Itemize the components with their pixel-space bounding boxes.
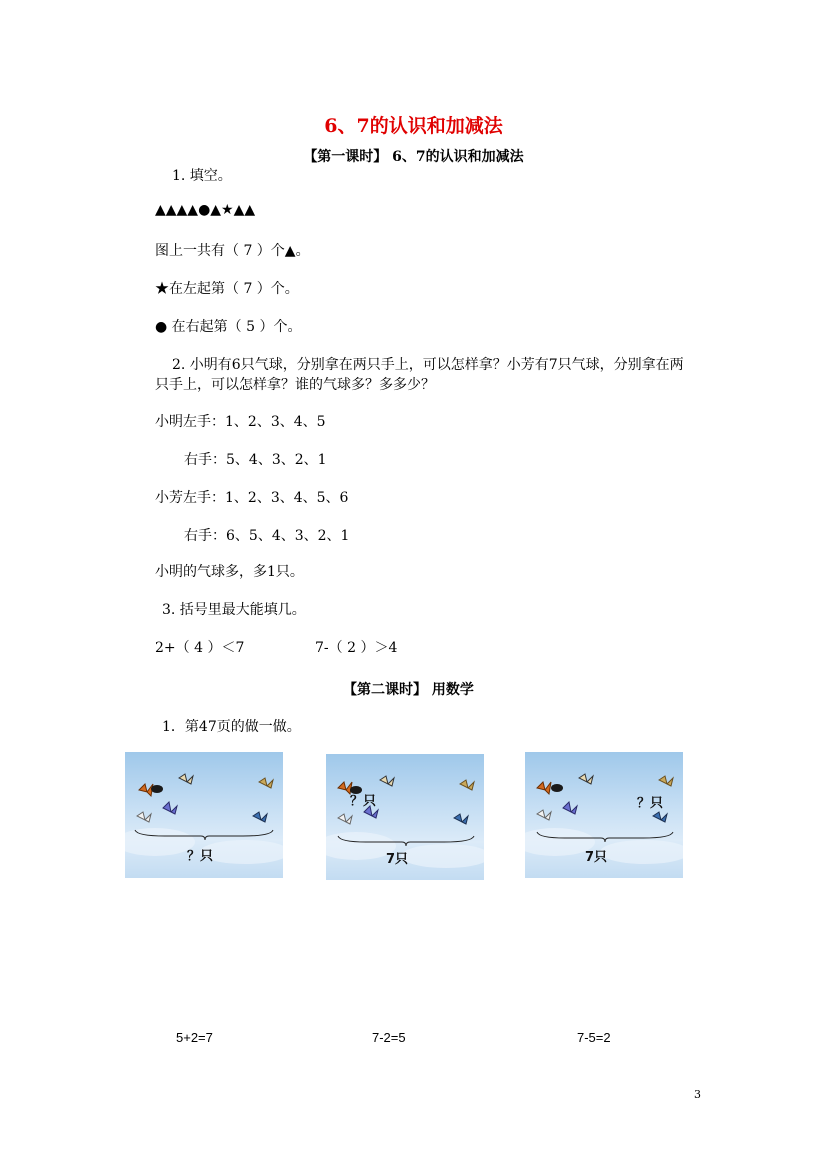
butterfly-icon (653, 812, 667, 822)
butterfly-icon (537, 782, 551, 794)
fill-line-2: ★在左起第（ 7 ）个。 (155, 281, 299, 297)
fill-line-1: 图上一共有（ 7 ）个▲。 (155, 243, 310, 259)
equation-1: 5+2=7 (176, 1030, 213, 1045)
q2-answer: 小明的气球多，多1只。 (155, 564, 304, 580)
xiaoming-left: 小明左手：1、2、3、4、5 (155, 414, 326, 430)
butterfly-panel-2 (326, 754, 484, 880)
butterfly-icon (137, 812, 151, 822)
page-title: 6、7的认识和加减法 (324, 115, 503, 137)
butterfly-icon (563, 802, 577, 814)
equation-2: 7-2=5 (372, 1030, 406, 1045)
butterfly-icon (179, 774, 193, 784)
panel-2-total-label: 7只 (386, 852, 409, 867)
equation-3: 7-5=2 (577, 1030, 611, 1045)
butterfly-icon (659, 776, 673, 786)
lesson2-q1-label: 1．第47页的做一做。 (162, 719, 301, 735)
xiaofang-left: 小芳左手：1、2、3、4、5、6 (155, 490, 349, 506)
butterfly-icon (253, 812, 267, 822)
xiaoming-right: 右手：5、4、3、2、1 (184, 452, 327, 468)
butterfly-icon (338, 814, 352, 824)
butterfly-panel-1 (125, 752, 283, 878)
q2-line-2: 只手上，可以怎样拿？谁的气球多？多多少？ (155, 377, 435, 393)
panel-3-unknown-label: ？只 (637, 796, 664, 811)
shape-sequence: ▲▲▲▲●▲★▲▲ (155, 202, 256, 218)
panel-1-total-label: ？只 (187, 849, 214, 864)
lesson1-heading: 【第一课时】 6、7的认识和加减法 (303, 149, 524, 165)
butterfly-icon (537, 810, 551, 820)
butterfly-icon (163, 802, 177, 814)
butterfly-icon (460, 780, 474, 790)
panel-2-unknown-label: ？只 (350, 794, 377, 809)
q3-label: 3. 括号里最大能填几。 (162, 602, 306, 618)
q2-line-1: 2. 小明有6只气球，分别拿在两只手上，可以怎样拿？小芳有7只气球，分别拿在两 (172, 357, 684, 373)
butterfly-icon (380, 776, 394, 786)
butterfly-icon (579, 774, 593, 784)
butterfly-panel-3 (525, 752, 683, 878)
xiaofang-right: 右手：6、5、4、3、2、1 (184, 528, 350, 544)
butterfly-icon (551, 784, 563, 792)
q3-inequality-b: 7-（ 2 ）＞4 (315, 640, 398, 656)
butterfly-icon (259, 778, 273, 788)
panel-3-total-label: 7只 (585, 850, 608, 865)
fill-line-3: ● 在右起第（ 5 ）个。 (155, 319, 302, 335)
lesson2-heading: 【第二课时】 用数学 (343, 682, 474, 698)
butterfly-icon (151, 785, 163, 793)
q3-inequality-a: 2+（ 4 ）＜7 (155, 640, 245, 656)
q1-label: 1. 填空。 (172, 168, 232, 184)
butterfly-icon (139, 784, 153, 796)
butterfly-icon (454, 814, 468, 824)
page-number: 3 (694, 1088, 701, 1101)
